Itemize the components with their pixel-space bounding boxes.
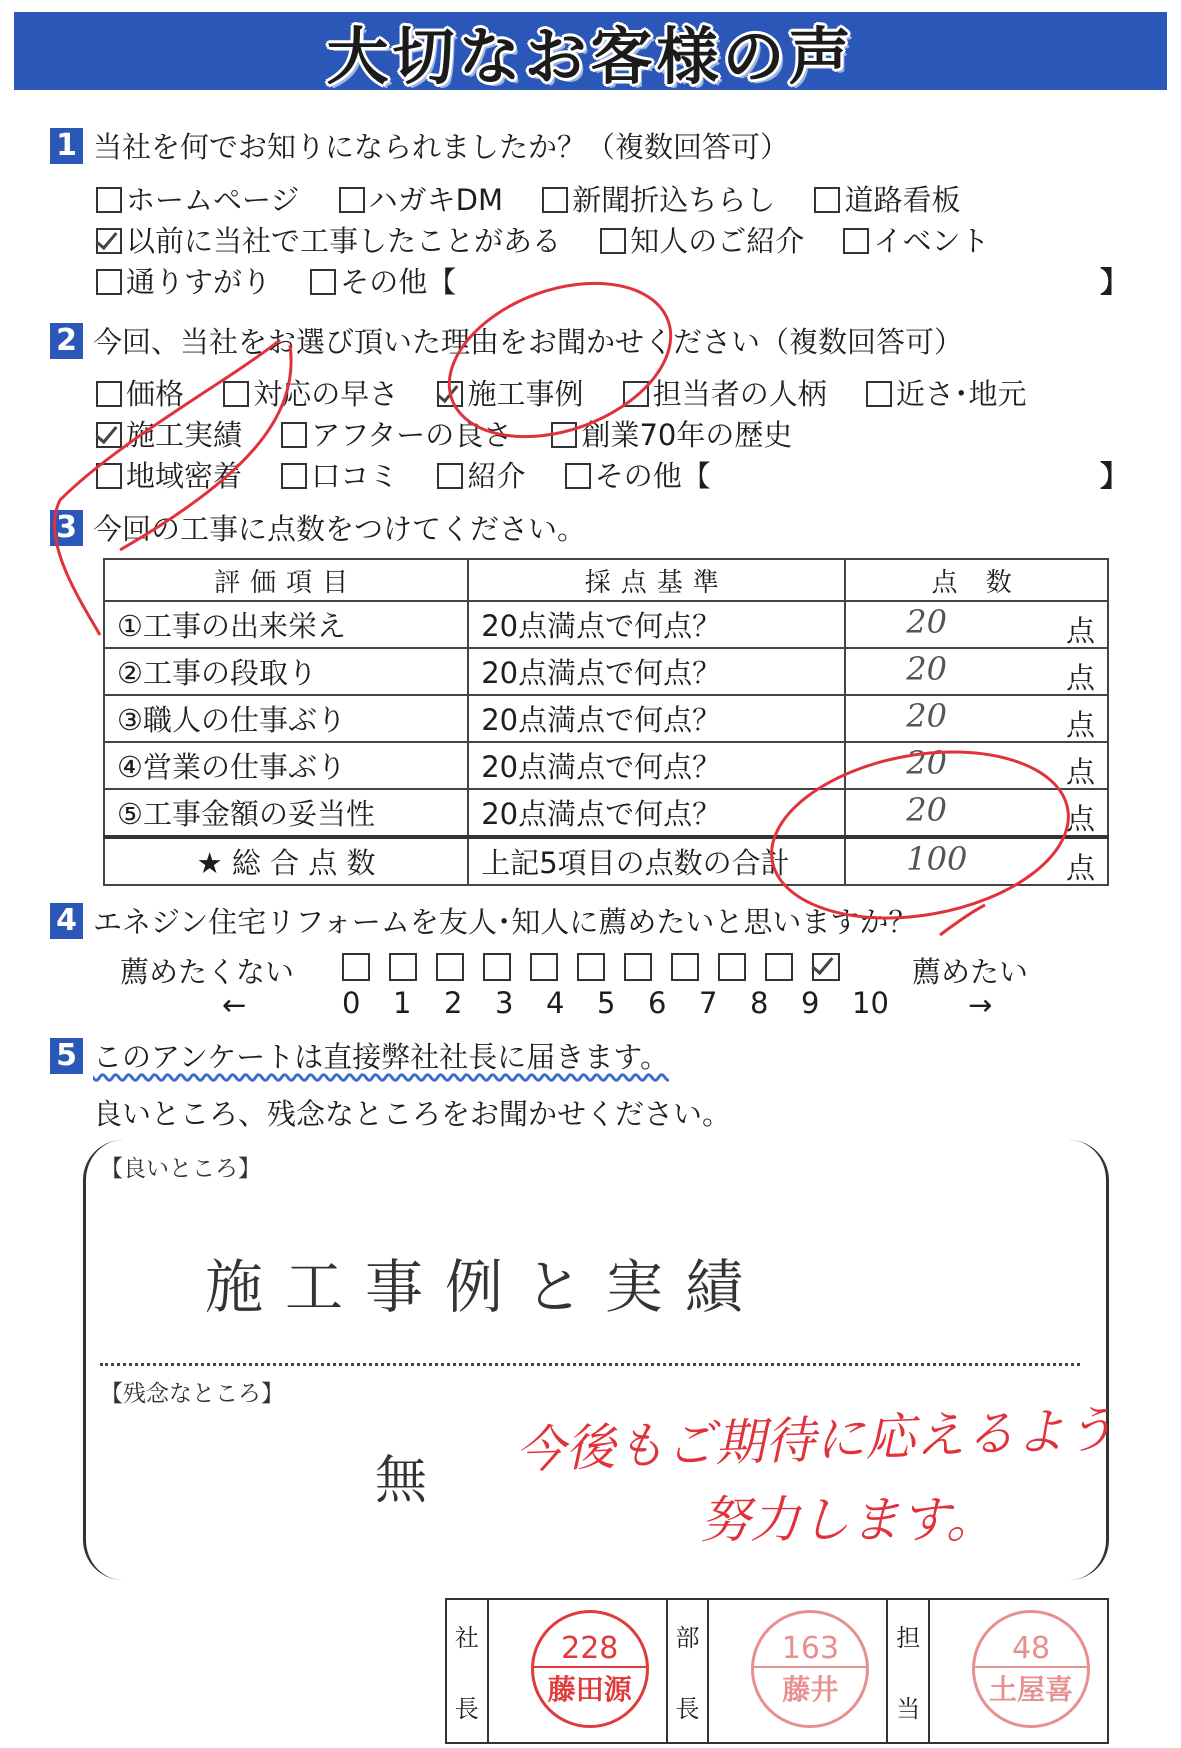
q1-option[interactable]: イベント: [843, 219, 989, 260]
question-number: 3: [50, 510, 83, 546]
staff-reply-line-1: 今後もご期待に応えるよう: [514, 1400, 1116, 1480]
red-line-annotation: [55, 340, 280, 635]
scale-right-label: 薦めたい: [912, 955, 1029, 989]
q2-option[interactable]: 価格: [96, 372, 184, 413]
handwritten-total: 100: [906, 840, 968, 878]
table-row: ④営業の仕事ぶり 20点満点で何点？ 20 点: [104, 742, 1108, 789]
score-cell[interactable]: 20 点: [845, 601, 1108, 648]
question-number: 1: [50, 128, 83, 164]
role-label: 部 長: [668, 1600, 710, 1742]
handwritten-score: 20: [906, 744, 947, 782]
q1-option[interactable]: ホームページ: [96, 178, 299, 219]
bracket-close: 】: [1100, 459, 1130, 493]
q2-option[interactable]: 近さ･地元: [866, 372, 1027, 413]
red-line-annotation: [940, 905, 985, 935]
role-label: 担 当: [888, 1600, 930, 1742]
question-text: 今回の工事に点数をつけてください。: [93, 512, 587, 546]
right-arrow-icon: →: [968, 988, 993, 1022]
question-text: エネジン住宅リフォームを友人･知人に薦めたいと思いますか？: [93, 905, 918, 939]
staff-reply-line-2: 努力します。: [700, 1491, 996, 1549]
q2-option[interactable]: 紹介: [437, 454, 525, 495]
q2-option[interactable]: 担当者の人柄: [623, 372, 827, 413]
q2-option[interactable]: アフターの良さ: [281, 413, 512, 454]
q1-option[interactable]: 以前に当社で工事したことがある: [96, 219, 561, 260]
table-total-row: ★ 総 合 点 数 上記5項目の点数の合計 100 点: [104, 837, 1108, 885]
red-circle-annotation: [758, 730, 1081, 940]
q1-option[interactable]: 知人のご紹介: [600, 219, 804, 260]
score-cell[interactable]: 20 点: [845, 789, 1108, 837]
q2-option[interactable]: 施工実績: [96, 413, 242, 454]
role-label: 社 長: [447, 1600, 489, 1742]
handwritten-score: 20: [906, 603, 947, 641]
question-number: 5: [50, 1038, 83, 1074]
question-text: このアンケートは直接弊社社長に届きます。: [93, 1040, 669, 1074]
q1-option[interactable]: 通りすがり: [96, 260, 271, 301]
question-text: 当社を何でお知りになられましたか？（複数回答可）: [93, 130, 790, 164]
good-points-answer[interactable]: 施工事例と実績: [205, 1253, 766, 1321]
scale-left-label: 薦めたくない: [120, 955, 295, 989]
bracket-close: 】: [1100, 265, 1130, 299]
header-criteria: 採点基準: [468, 559, 845, 601]
table-row: ③職人の仕事ぶり 20点満点で何点？ 20 点: [104, 695, 1108, 742]
header-score: 点 数: [845, 559, 1108, 601]
scale-numbers: 0 1 2 3 4 5 6 7 8 9 10: [342, 986, 889, 1020]
handwritten-score: 20: [906, 697, 947, 735]
q2-option[interactable]: 対応の早さ: [223, 372, 398, 413]
red-circle-annotation: [428, 255, 692, 465]
seal-stamp: 163 藤井: [751, 1610, 869, 1728]
q2-option[interactable]: その他【: [565, 454, 711, 495]
handwritten-score: 20: [906, 650, 947, 688]
q1-option[interactable]: 道路看板: [814, 178, 960, 219]
score-cell[interactable]: 20 点: [845, 742, 1108, 789]
page-title: 大切なお客様の声: [326, 19, 855, 93]
total-score-cell[interactable]: 100 点: [845, 837, 1108, 885]
red-line-annotation: [120, 345, 291, 550]
good-points-label: 【良いところ】: [100, 1156, 261, 1182]
q1-option[interactable]: ハガキDM: [339, 178, 503, 219]
header-item: 評価項目: [104, 559, 468, 601]
score-cell[interactable]: 20 点: [845, 695, 1108, 742]
question-number: 2: [50, 323, 83, 359]
handwritten-score: 20: [906, 791, 947, 829]
q2-option[interactable]: 地域密着: [96, 454, 242, 495]
seal-stamp: 228 藤田源: [531, 1610, 649, 1728]
table-row: ①工事の出来栄え 20点満点で何点？ 20 点: [104, 601, 1108, 648]
bad-points-answer[interactable]: 無: [375, 1451, 428, 1511]
bad-points-label: 【残念なところ】: [100, 1381, 284, 1407]
left-arrow-icon: ←: [222, 988, 247, 1022]
q2-option[interactable]: 創業70年の歴史: [551, 413, 792, 454]
score-cell[interactable]: 20 点: [845, 648, 1108, 695]
seal-stamp: 48 土屋喜: [972, 1610, 1090, 1728]
q1-option[interactable]: 新聞折込ちらし: [542, 178, 775, 219]
q2-option[interactable]: 施工事例: [437, 372, 583, 413]
question-number: 4: [50, 903, 83, 939]
q1-option[interactable]: その他【: [310, 260, 456, 301]
table-row: ⑤工事金額の妥当性 20点満点で何点？ 20 点: [104, 789, 1108, 837]
question-subtext: 良いところ、残念なところをお聞かせください。: [93, 1097, 732, 1131]
question-text: 今回、当社をお選び頂いた理由をお聞かせください（複数回答可）: [93, 325, 964, 359]
table-row: ②工事の段取り 20点満点で何点？ 20 点: [104, 648, 1108, 695]
q2-option[interactable]: 口コミ: [281, 454, 398, 495]
